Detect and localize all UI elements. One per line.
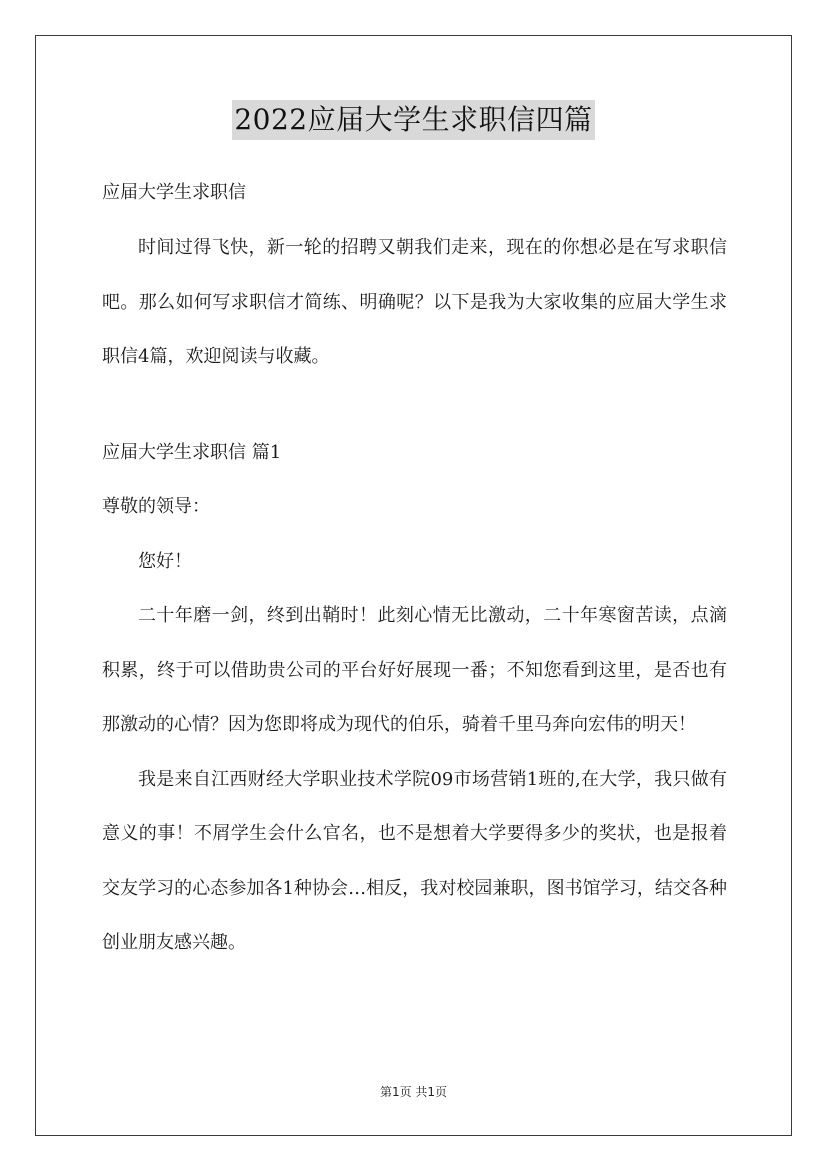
body-paragraph-1: 二十年磨一剑，终到出鞘时！此刻心情无比激动，二十年寒窗苦读，点滴积累，终于可以借助贵公司的平台好好展现一番；不知您看到这里，是否也有那激动的心情？因为您即将成为现代的伯乐，骑着千里马奔向宏伟的明天！ bbox=[102, 605, 727, 735]
document-subtitle: 应届大学生求职信 bbox=[102, 182, 246, 203]
page-number: 第1页 共1页 bbox=[379, 1085, 448, 1099]
page-footer bbox=[0, 1083, 827, 1100]
document-title-wrapper bbox=[0, 100, 827, 140]
body-paragraph-2: 我是来自江西财经大学职业技术学院09市场营销1班的,在大学，我只做有意义的事！不屑学生会什么官名，也不是想着大学要得多少的奖状，也是报着交友学习的心态参加各1种协会…相反，我对校园兼职，图书馆学习，结交各种创业朋友感兴趣。 bbox=[102, 768, 727, 953]
intro-paragraph: 时间过得飞快，新一轮的招聘又朝我们走来，现在的你想必是在写求职信吧。那么如何写求职信才简练、明确呢？以下是我为大家收集的应届大学生求职信4篇，欢迎阅读与收藏。 bbox=[102, 237, 727, 367]
document-body bbox=[102, 175, 727, 971]
document-title: 2022应届大学生求职信四篇 bbox=[232, 100, 594, 140]
greeting: 您好！ bbox=[138, 550, 192, 572]
salutation: 尊敬的领导： bbox=[102, 496, 210, 517]
section-heading: 应届大学生求职信 篇1 bbox=[102, 441, 282, 463]
